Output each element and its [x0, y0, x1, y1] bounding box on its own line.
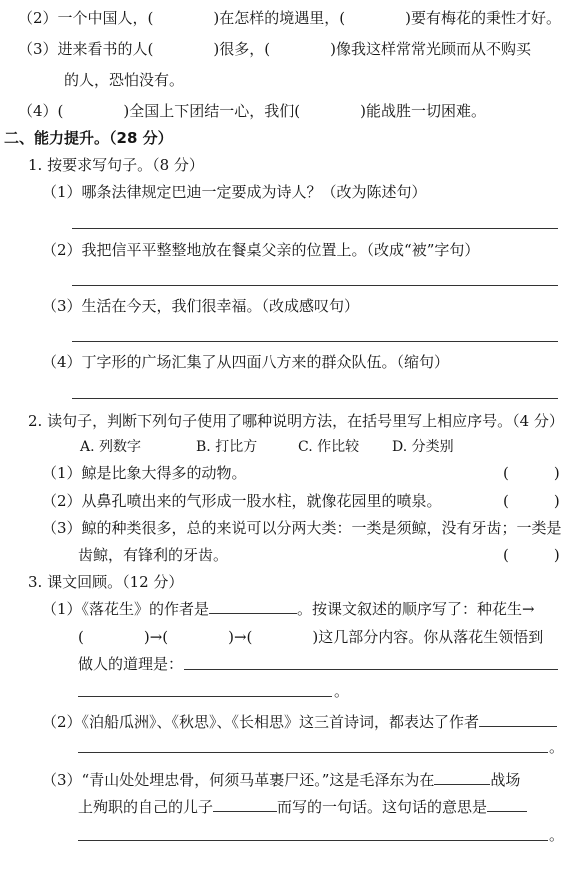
- question-3-item-3-line2: [78, 797, 527, 817]
- question-3-item-2-line1: [42, 712, 557, 732]
- answer-parenthesis[interactable]: ( ): [503, 492, 560, 510]
- answer-line[interactable]: [72, 228, 558, 229]
- fill-item-4: （4）( )全国上下团结一心，我们( )能战胜一切困难。: [18, 102, 486, 120]
- question-2-title: 2. 读句子，判断下列句子使用了哪种说明方法，在括号里写上相应序号。（4 分）: [28, 412, 564, 430]
- fill-item-3-line2: 的人，恐怕没有。: [64, 71, 185, 89]
- option-c: C. 作比较: [298, 439, 360, 455]
- q3-2-text: （2）《泊船瓜洲》、《秋思》、《长相思》这三首诗词，都表达了作者: [42, 713, 480, 731]
- question-3-item-1-line1: [42, 599, 535, 619]
- q3-1-text-a: （1）《落花生》的作者是: [42, 600, 210, 618]
- answer-line[interactable]: [184, 669, 558, 670]
- question-1-title: 1. 按要求写句子。（8 分）: [28, 156, 204, 174]
- period: 。: [549, 826, 565, 844]
- question-1-item-2: （2）我把信平平整整地放在餐桌父亲的位置上。（改成“被”字句）: [42, 241, 480, 259]
- answer-line[interactable]: [72, 285, 558, 286]
- question-2-item-2: （2）从鼻孔喷出来的气形成一股水柱，就像花园里的喷泉。: [42, 492, 442, 510]
- question-2-item-3-line1: （3）鲸的种类很多，总的来说可以分两大类：一类是须鲸，没有牙齿；一类是: [42, 519, 562, 537]
- option-a: A. 列数字: [80, 439, 142, 455]
- answer-line[interactable]: [72, 341, 558, 342]
- q3-3-text-b: 战场: [490, 771, 521, 789]
- q3-3-text-d: 而写的一句话。这句话的意思是: [277, 798, 488, 816]
- fill-item-2: （2）一个中国人，( )在怎样的境遇里，( )要有梅花的秉性才好。: [18, 9, 561, 27]
- fill-item-3-line1: （3）进来看书的人( )很多，( )像我这样常常光顾而从不购买: [18, 40, 531, 58]
- question-2-item-3-line2: 齿鲸，有锋利的牙齿。: [78, 546, 229, 564]
- question-3-item-1-line3: 做人的道理是：: [78, 655, 184, 673]
- q3-3-text-a: （3）“青山处处埋忠骨，何须马革裹尸还。”这是毛泽东为在: [42, 771, 435, 789]
- answer-blank[interactable]: [487, 797, 527, 812]
- answer-blank[interactable]: [479, 712, 557, 727]
- answer-line[interactable]: [78, 696, 332, 697]
- period: 。: [334, 682, 350, 700]
- question-3-item-1-line2: ( )→( )→( )这几部分内容。你从落花生领悟到: [78, 628, 544, 646]
- question-3-title: 3. 课文回顾。（12 分）: [28, 573, 184, 591]
- q3-3-text-c: 上殉职的自己的儿子: [78, 798, 214, 816]
- option-d: D. 分类别: [392, 439, 454, 455]
- q3-1-text-b: 。按课文叙述的顺序写了：种花生→: [297, 600, 535, 618]
- answer-parenthesis[interactable]: ( ): [503, 464, 560, 482]
- question-3-item-3-line1: [42, 770, 520, 790]
- section-title: 二、能力提升。（28 分）: [4, 129, 173, 147]
- question-2-item-1: （1）鲸是比象大得多的动物。: [42, 464, 247, 482]
- answer-blank[interactable]: [209, 599, 297, 614]
- option-b: B. 打比方: [196, 439, 258, 455]
- answer-parenthesis[interactable]: ( ): [503, 546, 560, 564]
- question-1-item-1: （1）哪条法律规定巴迪一定要成为诗人？（改为陈述句）: [42, 183, 427, 201]
- answer-line[interactable]: [72, 398, 558, 399]
- period: 。: [549, 738, 565, 756]
- answer-blank[interactable]: [213, 797, 277, 812]
- answer-line[interactable]: [78, 752, 548, 753]
- question-1-item-3: （3）生活在今天，我们很幸福。（改成感叹句）: [42, 297, 360, 315]
- question-1-item-4: （4）丁字形的广场汇集了从四面八方来的群众队伍。（缩句）: [42, 353, 450, 371]
- answer-blank[interactable]: [434, 770, 490, 785]
- answer-line[interactable]: [78, 840, 548, 841]
